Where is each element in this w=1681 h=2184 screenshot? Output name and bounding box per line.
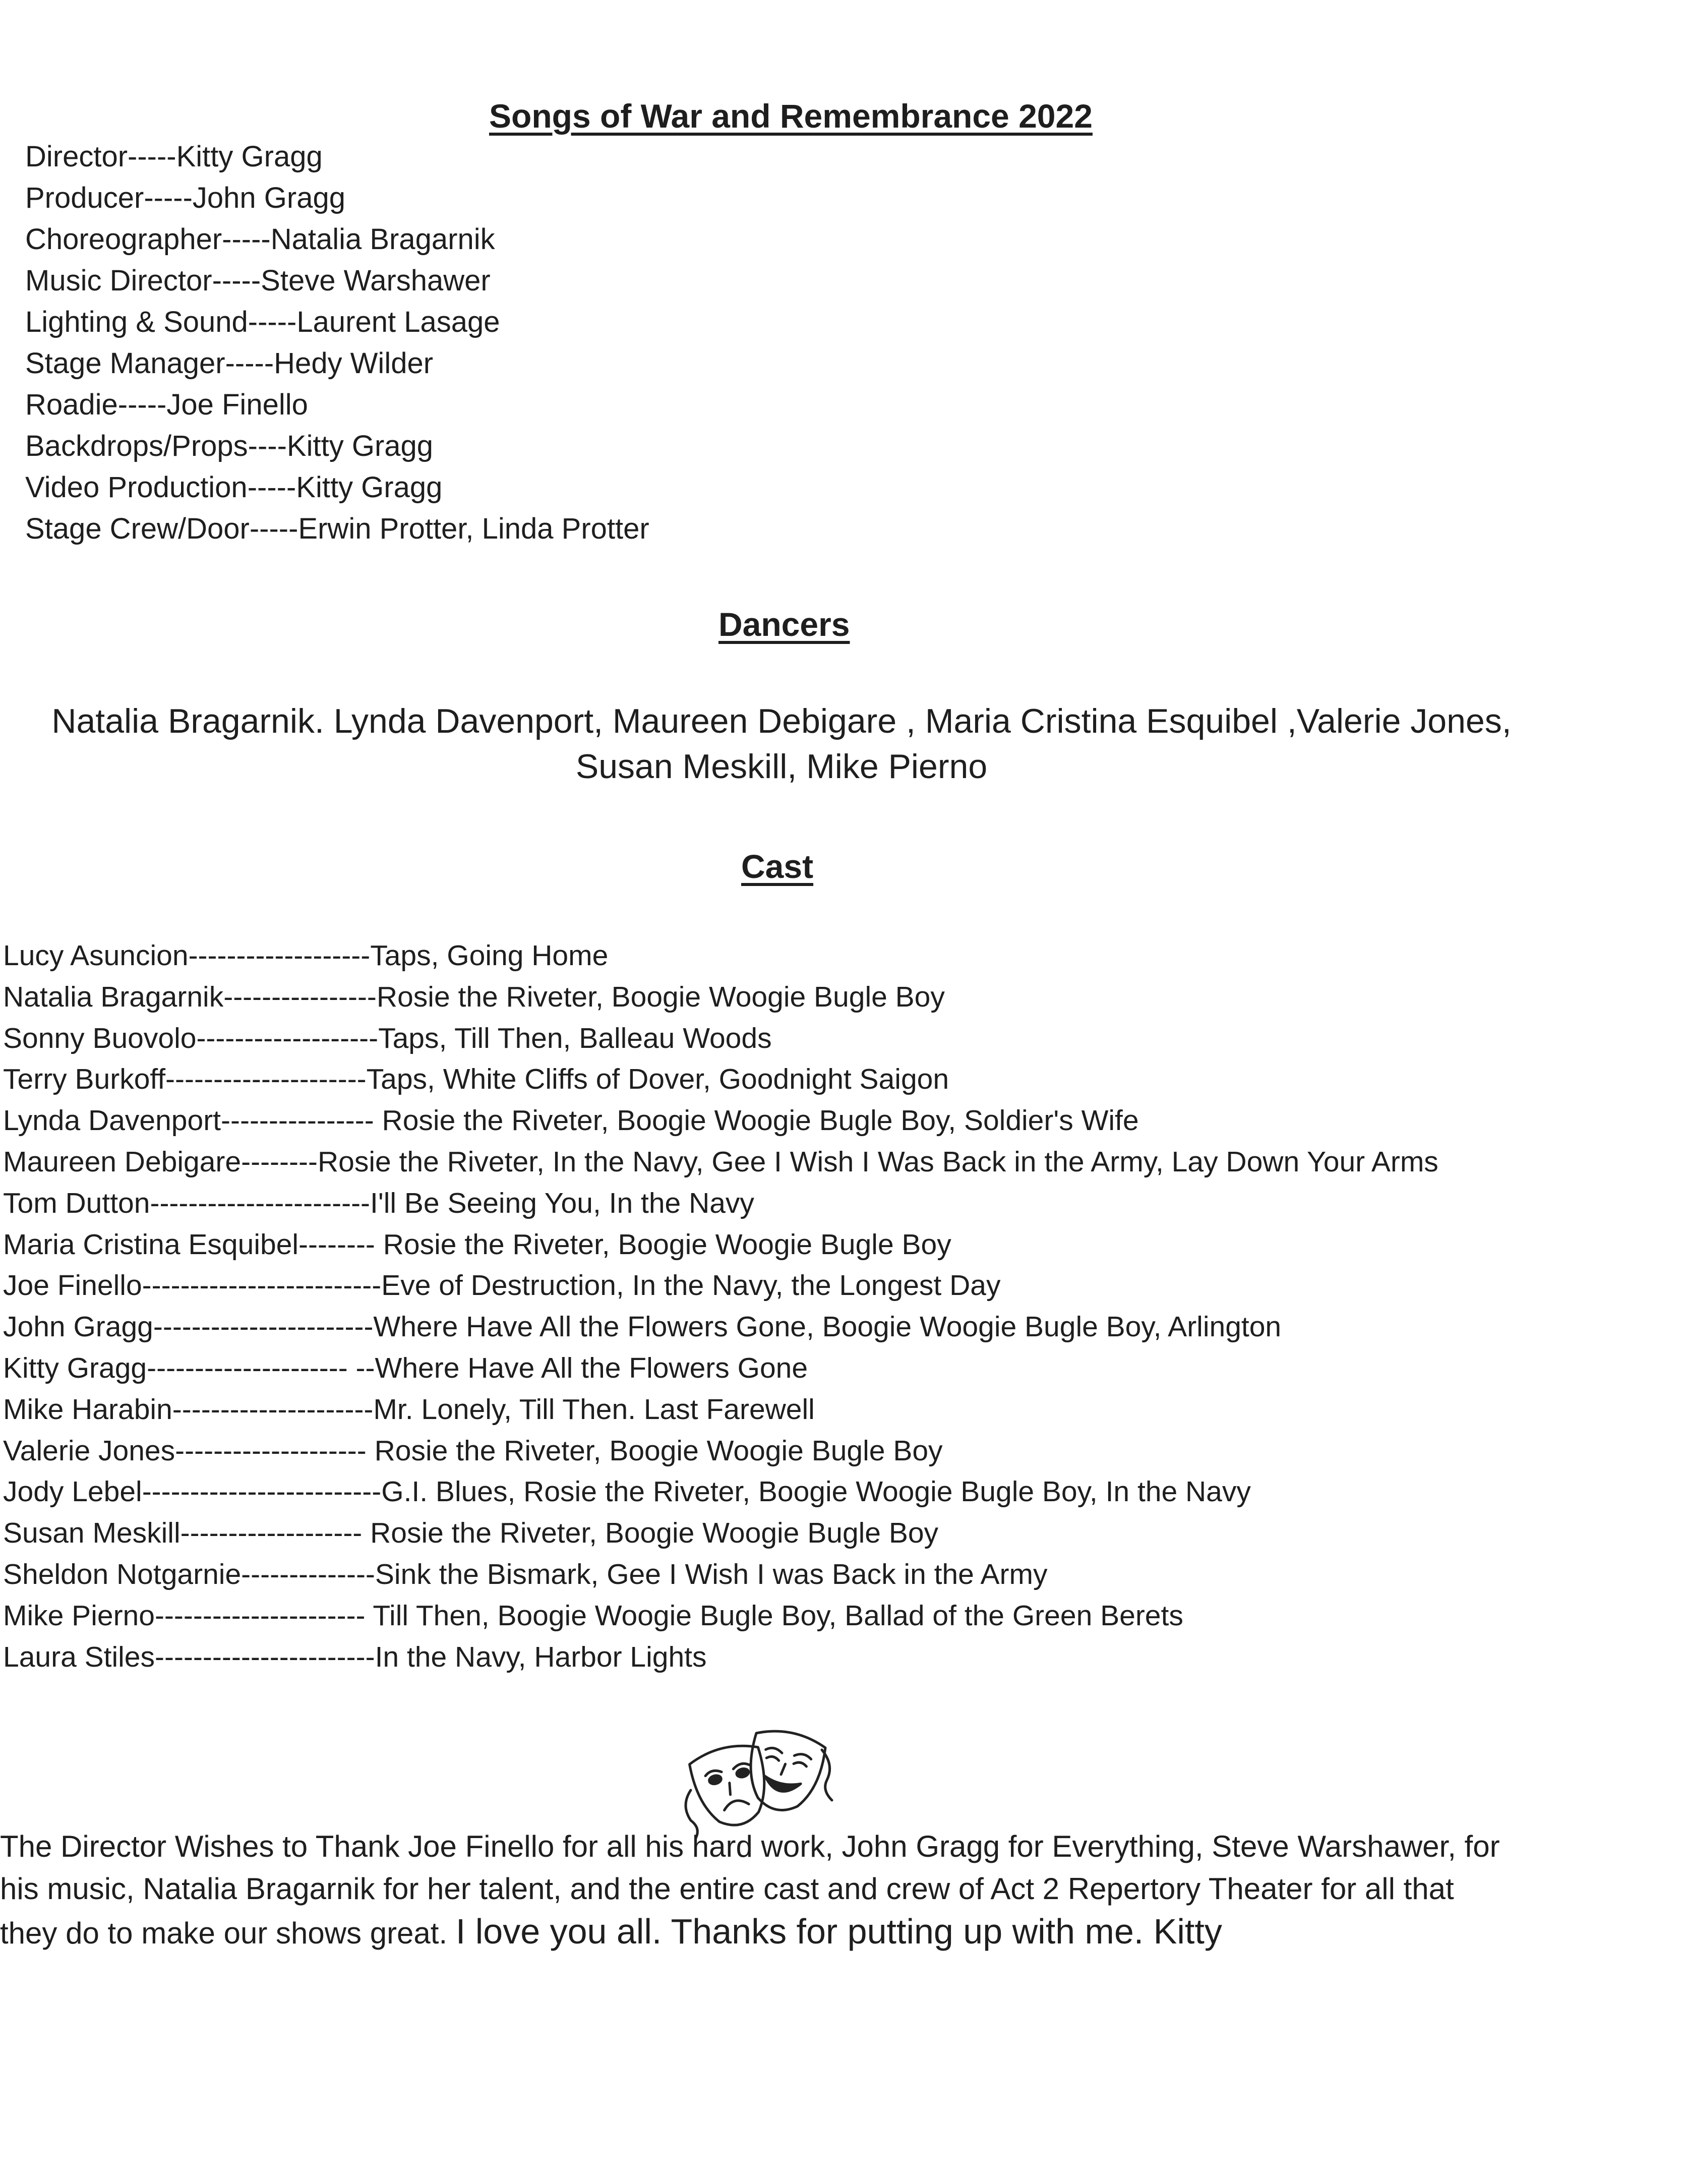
page-title: Songs of War and Remembrance 2022 xyxy=(489,97,1093,135)
cast-line: Lynda Davenport---------------- Rosie the Riveter, Boogie Woogie Bugle Boy, Soldier's Wife xyxy=(3,1104,1139,1137)
cast-line: Maureen Debigare--------Rosie the Riveter, In the Navy, Gee I Wish I Was Back in the Army, Lay Down Your Arms xyxy=(3,1145,1438,1178)
cast-line: Natalia Bragarnik----------------Rosie the Riveter, Boogie Woogie Bugle Boy xyxy=(3,980,945,1013)
crew-line: Producer-----John Gragg xyxy=(25,182,345,214)
cast-line: John Gragg-----------------------Where Have All the Flowers Gone, Boogie Woogie Bugle Boy, Arlington xyxy=(3,1311,1282,1343)
cast-line: Kitty Gragg--------------------- --Where Have All the Flowers Gone xyxy=(3,1351,808,1384)
cast-heading: Cast xyxy=(741,848,814,885)
crew-line: Stage Crew/Door-----Erwin Protter, Linda Protter xyxy=(25,512,649,545)
dancers-line: Susan Meskill, Mike Pierno xyxy=(575,747,988,786)
cast-line: Mike Pierno---------------------- Till Then, Boogie Woogie Bugle Boy, Ballad of the Green Berets xyxy=(3,1599,1183,1632)
crew-line: Stage Manager-----Hedy Wilder xyxy=(25,347,434,380)
cast-line: Sheldon Notgarnie--------------Sink the Bismark, Gee I Wish I was Back in the Army xyxy=(3,1558,1048,1590)
crew-line: Lighting & Sound-----Laurent Lasage xyxy=(25,306,500,338)
cast-line: Valerie Jones-------------------- Rosie the Riveter, Boogie Woogie Bugle Boy xyxy=(3,1434,943,1467)
thanks-line-part: they do to make our shows great. xyxy=(0,1916,448,1950)
crew-line: Choreographer-----Natalia Bragarnik xyxy=(25,223,495,256)
cast-list xyxy=(3,935,1438,1678)
comedy-tragedy-masks-icon xyxy=(676,1720,837,1841)
crew-line: Roadie-----Joe Finello xyxy=(25,388,308,421)
crew-line: Director-----Kitty Gragg xyxy=(25,140,323,173)
cast-line: Maria Cristina Esquibel-------- Rosie the Riveter, Boogie Woogie Bugle Boy xyxy=(3,1228,951,1261)
crew-line: Video Production-----Kitty Gragg xyxy=(25,471,443,504)
cast-line: Joe Finello-------------------------Eve of Destruction, In the Navy, the Longest Day xyxy=(3,1269,1001,1302)
crew-line: Backdrops/Props----Kitty Gragg xyxy=(25,430,434,462)
cast-line: Sonny Buovolo-------------------Taps, Till Then, Balleau Woods xyxy=(3,1022,772,1054)
thanks-line: The Director Wishes to Thank Joe Finello for all his hard work, John Gragg for Everything, Steve Warshawer, for xyxy=(0,1829,1500,1863)
cast-line: Tom Dutton-----------------------I'll Be Seeing You, In the Navy xyxy=(3,1187,754,1219)
thanks-line: his music, Natalia Bragarnik for her talent, and the entire cast and crew of Act 2 Repertory Theater for all that xyxy=(0,1872,1454,1906)
cast-line: Mike Harabin---------------------Mr. Lonely, Till Then. Last Farewell xyxy=(3,1393,815,1426)
thank-you-note xyxy=(0,1825,1513,1955)
crew-list xyxy=(25,136,649,550)
cast-line: Jody Lebel-------------------------G.I. Blues, Rosie the Riveter, Boogie Woogie Bugle Boy, In the Navy xyxy=(3,1475,1251,1508)
crew-line: Music Director-----Steve Warshawer xyxy=(25,264,491,297)
cast-line: Lucy Asuncion-------------------Taps, Going Home xyxy=(3,939,609,972)
dancers-list xyxy=(0,698,1563,789)
dancers-line: Natalia Bragarnik. Lynda Davenport, Maureen Debigare , Maria Cristina Esquibel ,Valerie Jones, xyxy=(51,702,1512,740)
dancers-heading: Dancers xyxy=(718,606,850,643)
thanks-signoff: I love you all. Thanks for putting up with me. Kitty xyxy=(455,1912,1222,1951)
cast-line: Terry Burkoff---------------------Taps, White Cliffs of Dover, Goodnight Saigon xyxy=(3,1063,949,1096)
cast-line: Susan Meskill------------------- Rosie the Riveter, Boogie Woogie Bugle Boy xyxy=(3,1517,939,1550)
thanks-line-last xyxy=(0,1910,1513,1955)
cast-line: Laura Stiles-----------------------In the Navy, Harbor Lights xyxy=(3,1640,707,1673)
